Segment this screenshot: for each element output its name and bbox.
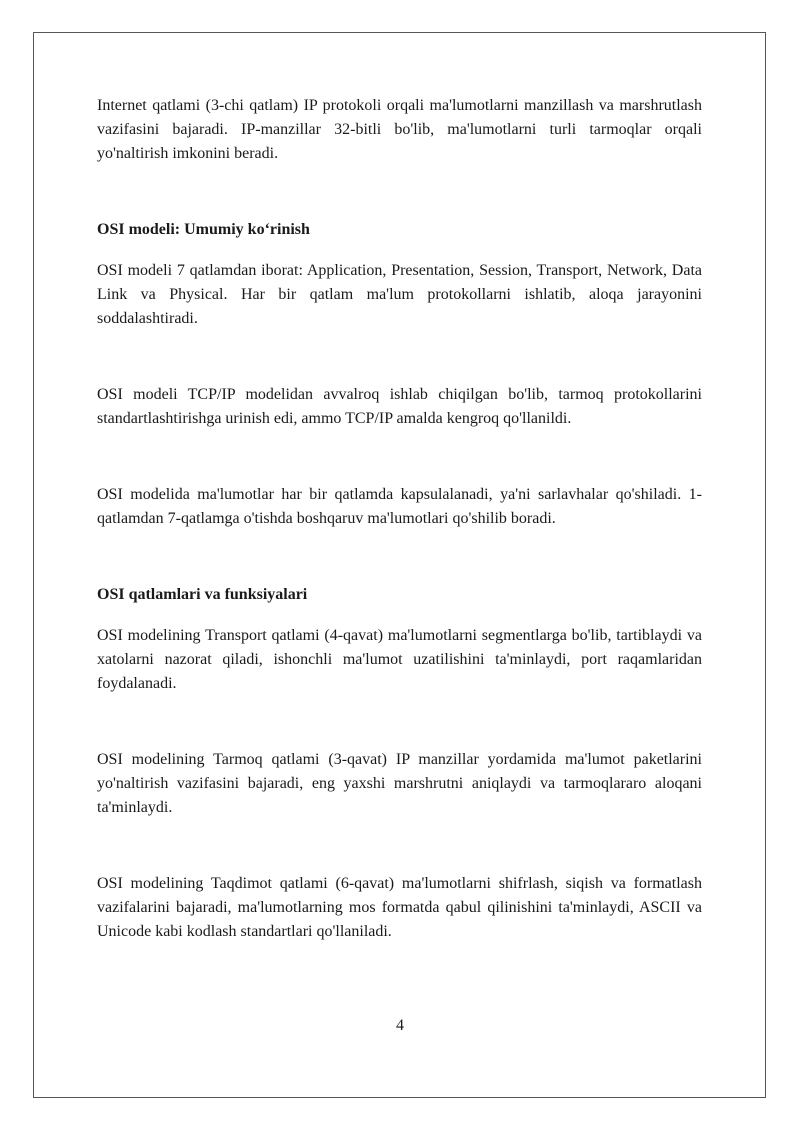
paragraph-presentation-layer: OSI modelining Taqdimot qatlami (6-qavat) ma'lumotlarni shifrlash, siqish va formatlash vazifalarini bajaradi, ma'lumotlarning mos formatda qabul qilinishini ta'minlaydi, ASCII va Unicode kabi kodlash standartlari qo'llaniladi. — [97, 875, 702, 940]
page-number: 4 — [396, 1017, 404, 1034]
heading-osi-layers-functions: OSI qatlamlari va funksiyalari — [97, 586, 308, 603]
paragraph-osi-layers: OSI modeli 7 qatlamdan iborat: Application, Presentation, Session, Transport, Network, Data Link va Physical. Har bir qatlam ma'lum protokollarni ishlatib, aloqa jarayonini soddalashtiradi. — [97, 262, 702, 327]
paragraph-internet-layer: Internet qatlami (3-chi qatlam) IP protokoli orqali ma'lumotlarni manzillash va marshrutlash vazifasini bajaradi. IP-manzillar 32-bitli bo'lib, ma'lumotlarni turli tarmoqlar orqali yo'naltirish imkonini beradi. — [97, 97, 702, 162]
document-body — [97, 94, 702, 944]
paragraph-network-layer: OSI modelining Tarmoq qatlami (3-qavat) IP manzillar yordamida ma'lumot paketlarini yo'naltirish vazifasini bajaradi, eng yaxshi marshrutni aniqlaydi va tarmoqlararo aloqani ta'minlaydi. — [97, 751, 702, 816]
paragraph-encapsulation: OSI modelida ma'lumotlar har bir qatlamda kapsulalanadi, ya'ni sarlavhalar qo'shiladi. 1-qatlamdan 7-qatlamga o'tishda boshqaruv ma'lumotlari qo'shilib boradi. — [97, 486, 702, 527]
paragraph-transport-layer: OSI modelining Transport qatlami (4-qavat) ma'lumotlarni segmentlarga bo'lib, tartiblaydi va xatolarni nazorat qiladi, ishonchli ma'lumot uzatilishini ta'minlaydi, port raqamlaridan foydalanadi. — [97, 627, 702, 692]
paragraph-osi-vs-tcpip: OSI modeli TCP/IP modelidan avvalroq ishlab chiqilgan bo'lib, tarmoq protokollarini standartlashtirishga urinish edi, ammo TCP/IP amalda kengroq qo'llanildi. — [97, 386, 702, 427]
heading-osi-overview: OSI modeli: Umumiy koʻrinish — [97, 221, 310, 238]
